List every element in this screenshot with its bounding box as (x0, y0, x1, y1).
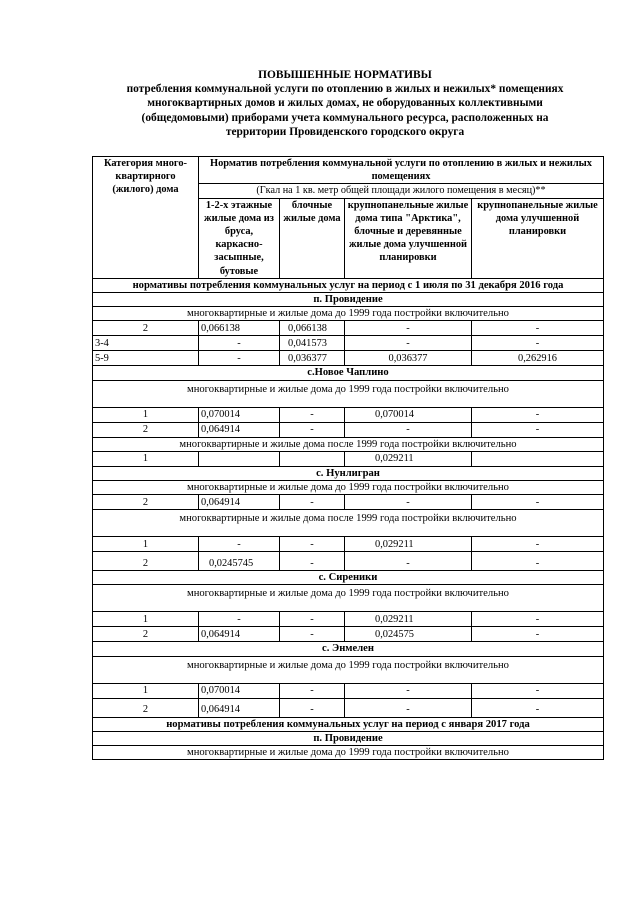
cell-value: - (199, 537, 280, 552)
cell-value: - (472, 552, 604, 571)
table-row (93, 552, 604, 571)
cell-value (472, 451, 604, 466)
build-period-before: многоквартирные и жилые дома до 1999 года постройки включительно (93, 585, 604, 612)
cell-value: - (345, 321, 472, 336)
cell-value: - (345, 698, 472, 717)
cell-value: - (472, 407, 604, 422)
cell-value: - (472, 422, 604, 437)
cell-category: 2 (93, 627, 199, 642)
cell-category: 2 (93, 495, 199, 510)
cell-value: - (199, 351, 280, 366)
cell-value: - (472, 495, 604, 510)
document-heading (60, 68, 630, 139)
cell-value: - (280, 683, 345, 698)
cell-category: 2 (93, 698, 199, 717)
cell-value: 0,029211 (345, 451, 472, 466)
cell-value: 0,066138 (280, 321, 345, 336)
table-row (93, 612, 604, 627)
cell-value: 0,024575 (345, 627, 472, 642)
header-row-main (93, 157, 604, 184)
subtitle-line-1: потребления коммунальной услуги по отоплению в жилых и нежилых* помещениях (126, 83, 564, 96)
period-header-2016: нормативы потребления коммунальных услуг на период с 1 июля по 31 декабря 2016 года (93, 278, 604, 292)
place-provideniya-2017: п. Провидение (93, 731, 604, 745)
cell-value: - (345, 683, 472, 698)
column-header-1: 1-2-х этажные жилые дома из бруса, каркасно-засыпные, бутовые (199, 198, 280, 278)
units-header: (Гкал на 1 кв. метр общей площади жилого помещения в месяц)** (199, 184, 604, 198)
build-period-after: многоквартирные и жилые дома после 1999 года постройки включительно (93, 510, 604, 537)
table-row (93, 683, 604, 698)
build-period-before: многоквартирные и жилые дома до 1999 года постройки включительно (93, 746, 604, 760)
build-period-before: многоквартирные и жилые дома до 1999 года постройки включительно (93, 656, 604, 683)
cell-category: 1 (93, 612, 199, 627)
cell-category: 2 (93, 422, 199, 437)
document-title: ПОВЫШЕННЫЕ НОРМАТИВЫ (258, 69, 432, 81)
cell-category: 3-4 (93, 336, 199, 351)
table-row (93, 422, 604, 437)
cell-category: 1 (93, 451, 199, 466)
cell-category: 1 (93, 407, 199, 422)
cell-value: 0,070014 (199, 683, 280, 698)
column-header-3: крупнопанельные жилые дома типа "Арктика", блочные и деревянные жилые дома улучшенной планировки (345, 198, 472, 278)
cell-value: - (280, 627, 345, 642)
cell-value: - (472, 683, 604, 698)
cell-value: - (472, 336, 604, 351)
cell-value: 0,029211 (345, 537, 472, 552)
cell-category: 2 (93, 552, 199, 571)
cell-value: 0,070014 (199, 407, 280, 422)
cell-category: 1 (93, 537, 199, 552)
table-row (93, 627, 604, 642)
build-period-before: многоквартирные и жилые дома до 1999 года постройки включительно (93, 481, 604, 495)
build-period-after: многоквартирные и жилые дома после 1999 года постройки включительно (93, 437, 604, 451)
cell-value: 0,262916 (472, 351, 604, 366)
cell-value: - (199, 612, 280, 627)
build-period-before: многоквартирные и жилые дома до 1999 года постройки включительно (93, 380, 604, 407)
cell-value: - (345, 495, 472, 510)
cell-value: 0,029211 (345, 612, 472, 627)
cell-value: - (199, 336, 280, 351)
cell-value: - (472, 321, 604, 336)
subtitle-line-4: территории Провиденского городского округа (225, 125, 465, 138)
table-row (93, 495, 604, 510)
cell-value (199, 451, 280, 466)
cell-value: - (280, 612, 345, 627)
main-header: Норматив потребления коммунальной услуги по отоплению в жилых и нежилых помещениях (199, 157, 604, 184)
column-header-4: крупнопанельные жилые дома улучшенной планировки (472, 198, 604, 278)
cell-value: 0,064914 (199, 698, 280, 717)
subtitle-line-3: (общедомовыми) приборами учета коммунального ресурса, расположенных на (141, 111, 549, 124)
cell-category: 2 (93, 321, 199, 336)
cell-value: - (472, 698, 604, 717)
cell-category: 1 (93, 683, 199, 698)
cell-value: - (280, 698, 345, 717)
table-row (93, 537, 604, 552)
cell-value: - (280, 537, 345, 552)
subtitle-line-2: многоквартирных домов и жилых домах, не оборудованных коллективными (147, 97, 543, 110)
cell-value: - (345, 552, 472, 571)
build-period-before: многоквартирные и жилые дома до 1999 года постройки включительно (93, 307, 604, 321)
cell-value: - (345, 422, 472, 437)
cell-value: 0,070014 (345, 407, 472, 422)
category-header: Категория много-квартирного (жилого) дома (93, 157, 199, 279)
cell-value: 0,041573 (280, 336, 345, 351)
cell-value (280, 451, 345, 466)
place-enmelen: с. Энмелен (93, 642, 604, 656)
cell-value: - (472, 627, 604, 642)
cell-value: 0,036377 (280, 351, 345, 366)
cell-value: 0,036377 (345, 351, 472, 366)
cell-value: - (280, 422, 345, 437)
cell-value: - (280, 495, 345, 510)
place-nunligran: с. Нунлигран (93, 466, 604, 480)
cell-value: 0,066138 (199, 321, 280, 336)
table-row (93, 698, 604, 717)
cell-value: - (280, 407, 345, 422)
cell-value: 0,064914 (199, 627, 280, 642)
table-row (93, 336, 604, 351)
place-novoe-chaplino: с.Новое Чаплино (93, 366, 604, 380)
place-sireniki: с. Сиреники (93, 571, 604, 585)
cell-value: - (280, 552, 345, 571)
column-header-2: блочные жилые дома (280, 198, 345, 278)
place-provideniya: п. Провидение (93, 293, 604, 307)
table-row (93, 321, 604, 336)
table-row (93, 451, 604, 466)
cell-value: - (472, 612, 604, 627)
table-row (93, 351, 604, 366)
cell-value: 0,0245745 (199, 552, 280, 571)
period-header-2017: нормативы потребления коммунальных услуг на период с января 2017 года (93, 717, 604, 731)
cell-category: 5-9 (93, 351, 199, 366)
table-row (93, 407, 604, 422)
cell-value: 0,064914 (199, 495, 280, 510)
cell-value: 0,064914 (199, 422, 280, 437)
cell-value: - (472, 537, 604, 552)
cell-value: - (345, 336, 472, 351)
norms-table (92, 156, 604, 760)
